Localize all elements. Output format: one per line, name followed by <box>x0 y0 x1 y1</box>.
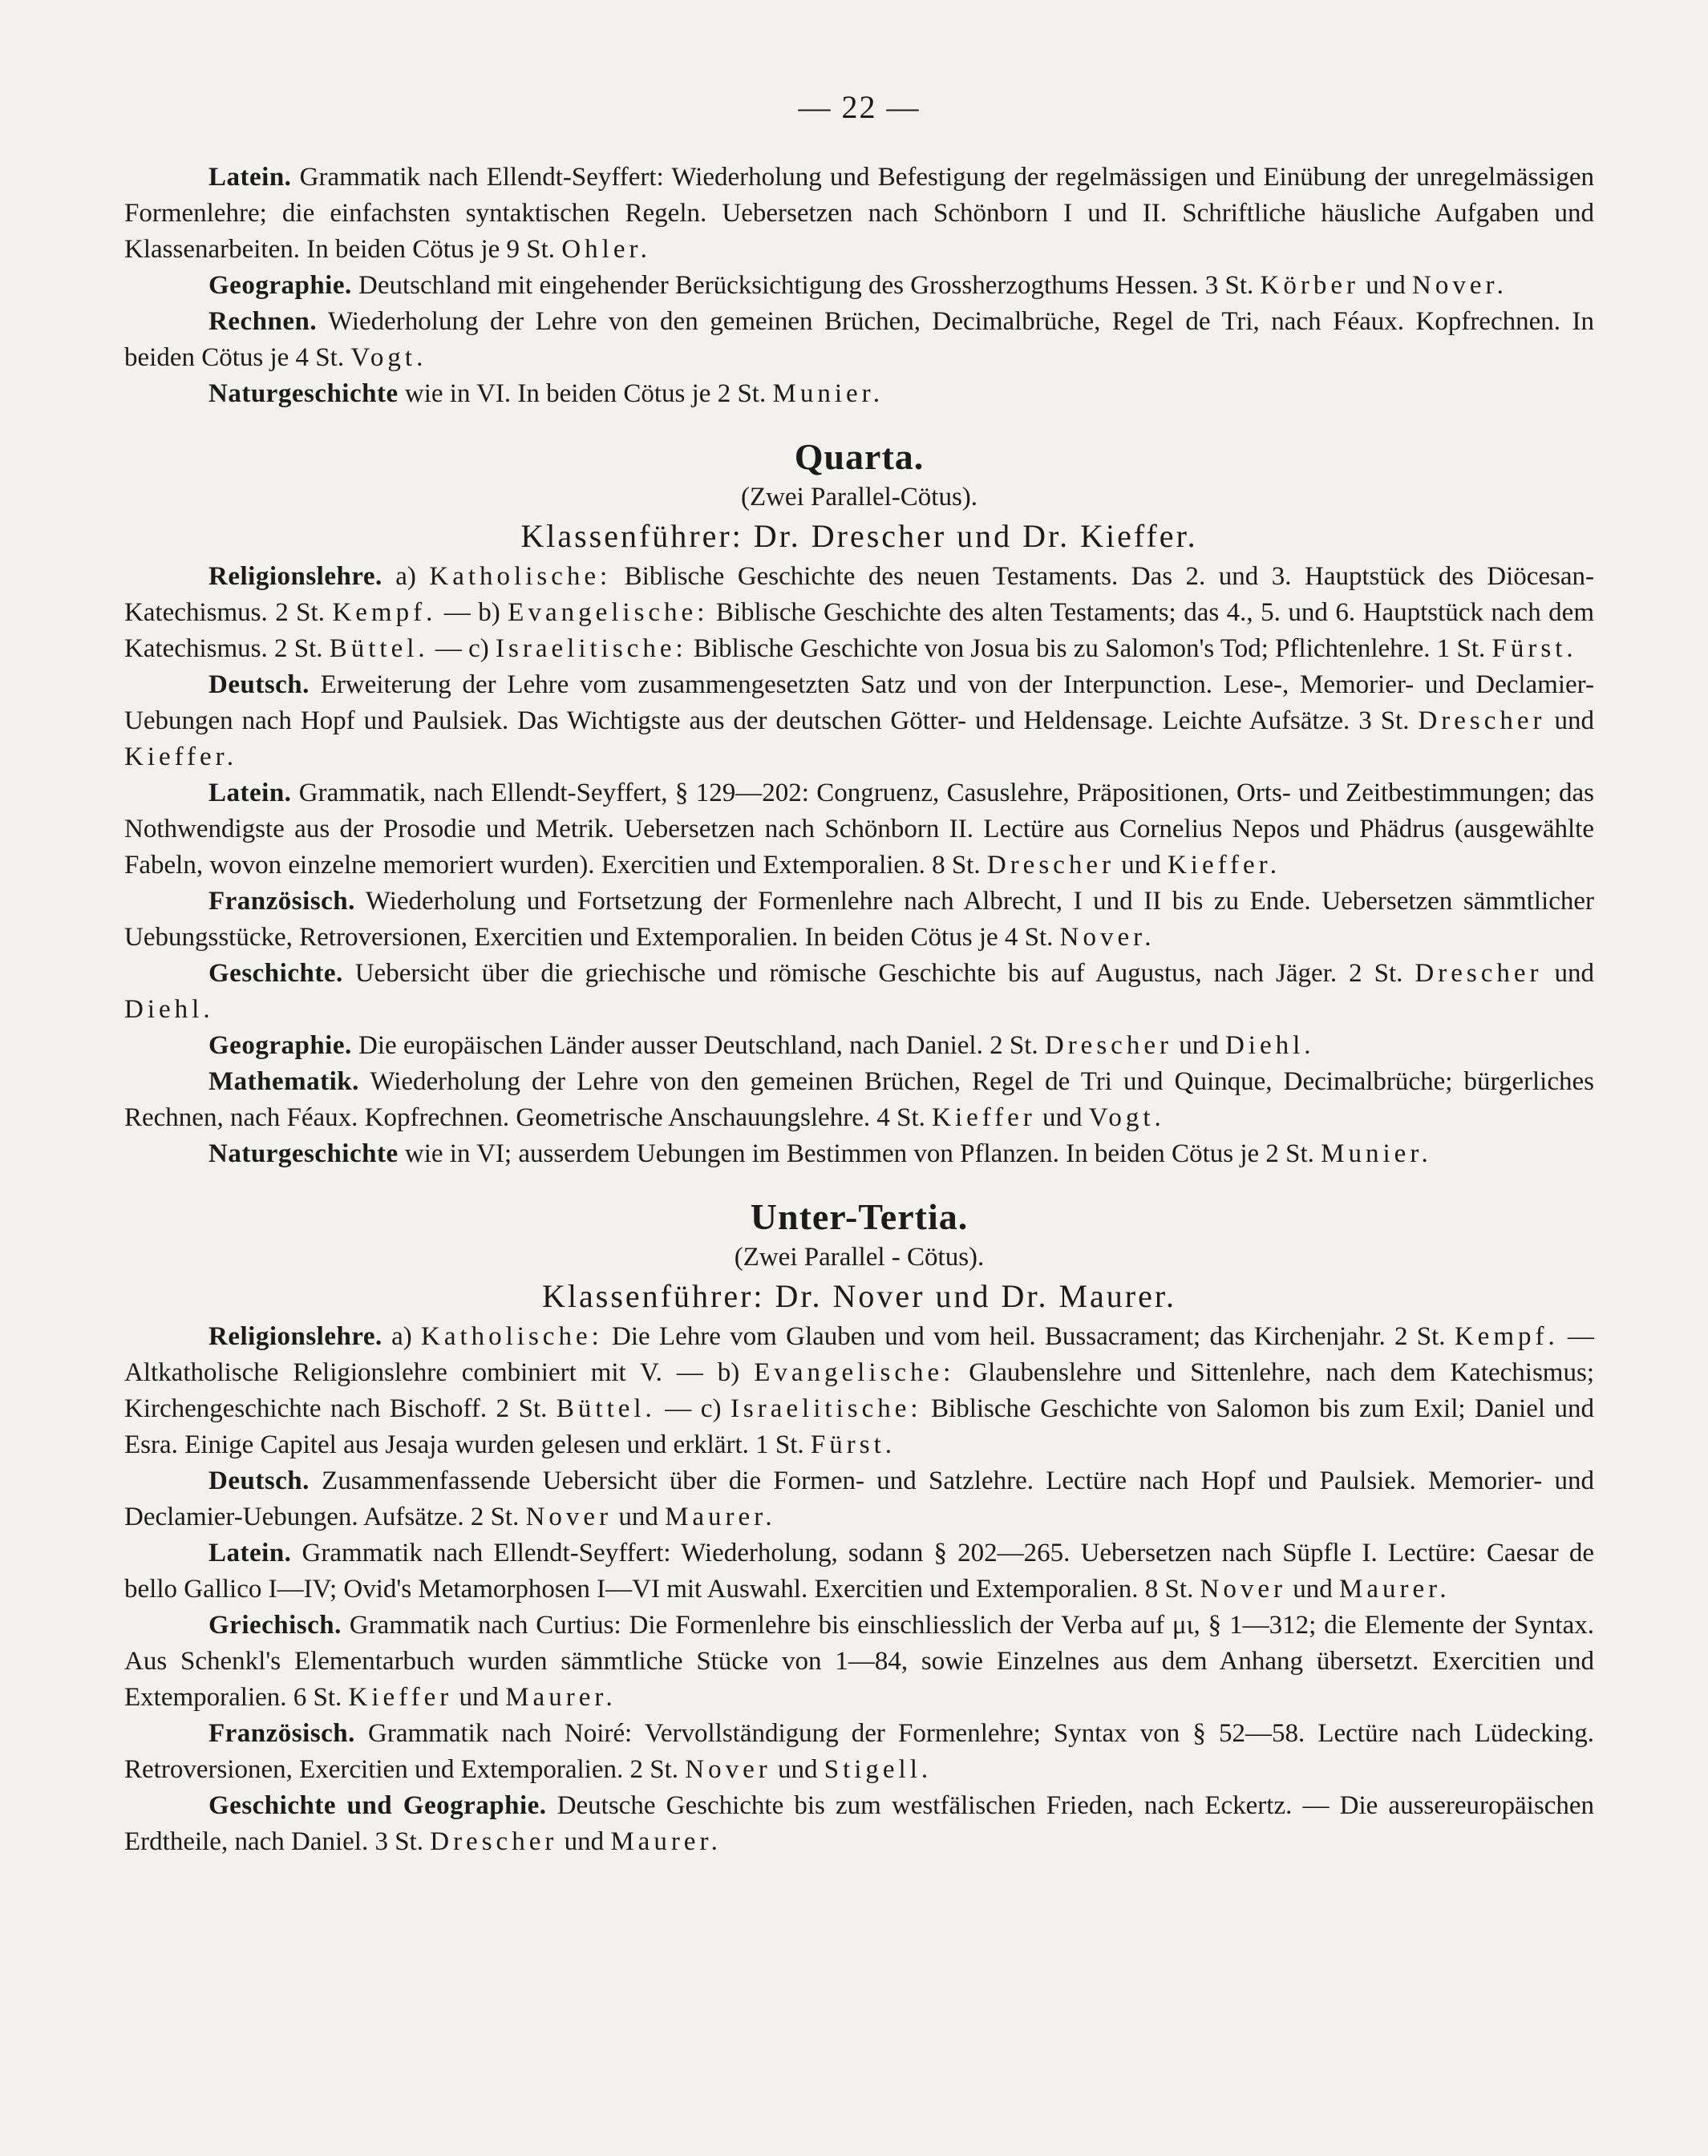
spaced-name: Drescher <box>1044 1031 1172 1060</box>
body-text: und <box>1172 1031 1225 1060</box>
quarta-section <box>124 435 1594 1172</box>
subject-paragraph <box>124 559 1594 667</box>
spaced-name: Drescher <box>1415 959 1543 988</box>
spaced-name: Kieffer. <box>1167 851 1281 880</box>
subject-paragraph <box>124 667 1594 775</box>
body-text: — b) <box>436 598 508 627</box>
spaced-name: Maurer. <box>1339 1575 1451 1604</box>
body-text: Biblische Geschichte des neuen Testaments. Das 2. und 3. Hauptstück des Diöcesan-Katechismus. 2 St. <box>124 562 1595 627</box>
body-text: Die europäischen Länder ausser Deutschland, nach Daniel. 2 St. <box>351 1031 1045 1060</box>
subject-paragraph <box>124 304 1594 376</box>
spaced-name: Ohler. <box>561 235 651 264</box>
spaced-name: Nover <box>1200 1575 1287 1604</box>
spaced-name: Nover <box>525 1503 613 1531</box>
body-text: Zusammenfassende Uebersicht über die Formen- und Satzlehre. Lectüre nach Hopf und Paulsiek. Memorier- und Declamier-Uebungen. Aufsätze. 2 St. <box>124 1466 1594 1531</box>
spaced-name: Diehl. <box>1224 1031 1315 1060</box>
spaced-name: Vogt. <box>1088 1103 1165 1132</box>
body-text: Wiederholung der Lehre von den gemeinen Brüchen, Decimalbrüche, Regel de Tri, nach Féaux. Kopfrechnen. In beiden Cötus je 4 St. <box>124 307 1594 372</box>
spaced-name: Munier. <box>1321 1139 1432 1168</box>
body-text: Deutschland mit eingehender Berücksichtigung des Grossherzogthums Hessen. 3 St. <box>351 271 1261 300</box>
spaced-name: Diehl. <box>124 995 214 1024</box>
section-title-untertertia: Unter-Tertia. <box>750 1196 969 1237</box>
body-text: und <box>452 1683 506 1712</box>
body-text: Die Lehre vom Glauben und vom heil. Bussacrament; das Kirchenjahr. 2 St. <box>602 1322 1455 1351</box>
body-text: Biblische Geschichte von Josua bis zu Salomon's Tod; Pflichtenlehre. 1 St. <box>686 634 1492 663</box>
body-text: und <box>1542 959 1595 988</box>
spaced-name: Maurer. <box>665 1503 776 1531</box>
spaced-name: Evangelische: <box>508 598 709 627</box>
subject-paragraph <box>124 376 1594 412</box>
subject-heading: Rechnen. <box>208 307 318 336</box>
body-text: Wiederholung der Lehre von den gemeinen Brüchen, Regel de Tri und Quinque, Decimalbrüche; bürgerliches Rechnen, nach Féaux. Kopfrechnen. Geometrische Anschauungslehre. 4 St. <box>124 1067 1594 1132</box>
spaced-name: Israelitische: <box>496 634 687 663</box>
body-text: Grammatik nach Ellendt-Seyffert: Wiederholung und Befestigung der regelmässigen und Einübung der unregelmässigen Formenlehre; die einfachsten syntaktischen Regeln. Uebersetzen nach Schönborn I und II. Schriftliche häusliche Aufgaben und Klassenarbeiten. In beiden Cötus je 9 St. <box>124 163 1594 264</box>
section-subtitle-untertertia: (Zwei Parallel - Cötus). <box>734 1243 985 1272</box>
body-text: Grammatik, nach Ellendt-Seyffert, § 129—202: Congruenz, Casuslehre, Präpositionen, Orts- und Zeitbestimmungen; das Nothwendigste aus der Prosodie und Metrik. Uebersetzen nach Schönborn II. Lectüre aus Cornelius Nepos und Phädrus (ausgewählte Fabeln, wovon einzelne memoriert wurden). Exercitien und Extemporalien. 8 St. <box>124 779 1594 880</box>
subject-paragraph <box>124 956 1594 1028</box>
subject-paragraph <box>124 1608 1594 1716</box>
subject-heading: Deutsch. <box>208 670 310 699</box>
subject-paragraph <box>124 268 1594 304</box>
spaced-name: Israelitische: <box>730 1394 922 1423</box>
spaced-name: Munier. <box>772 379 884 408</box>
spaced-name: Büttel. <box>556 1394 656 1423</box>
untertertia-subjects <box>124 1319 1594 1860</box>
body-text: wie in VI. In beiden Cötus je 2 St. <box>398 379 773 408</box>
body-text: a) <box>382 562 430 591</box>
class-leader-quarta: Klassenführer: Dr. Drescher und Dr. Kieffer. <box>520 518 1198 554</box>
subject-paragraph <box>124 884 1594 956</box>
spaced-name: Kieffer <box>932 1103 1036 1132</box>
spaced-name: Vogt. <box>350 343 427 372</box>
subject-heading: Geographie. <box>208 1031 352 1060</box>
body-text: — Altkatholische Religionslehre combiniert mit V. — b) <box>124 1322 1595 1387</box>
body-text: und <box>771 1755 824 1784</box>
spaced-name: Kempf. <box>1454 1322 1559 1351</box>
spaced-name: Kempf. <box>332 598 437 627</box>
spaced-name: Fürst. <box>1491 634 1577 663</box>
spaced-name: Evangelische: <box>754 1358 955 1387</box>
subject-heading: Religionslehre. <box>208 562 382 591</box>
body-text: Glaubenslehre und Sittenlehre, nach dem Katechismus; Kirchengeschichte nach Bischoff. 2 St. <box>124 1358 1594 1423</box>
spaced-name: Katholische: <box>429 562 612 591</box>
untertertia-section <box>124 1195 1594 1860</box>
body-text: Grammatik nach Ellendt-Seyffert: Wiederholung, sodann § 202—265. Uebersetzen nach Süpfle I. Lectüre: Caesar de bello Gallico I—IV; Ovid's Metamorphosen I—VI mit Auswahl. Exercitien und Extemporalien. 8 St. <box>124 1539 1594 1604</box>
body-text: Grammatik nach Noiré: Vervollständigung der Formenlehre; Syntax von § 52—58. Lectüre nach Lüdecking. Retroversionen, Exercitien und Extemporalien. 2 St. <box>124 1719 1594 1784</box>
spaced-name: Maurer. <box>610 1827 722 1856</box>
body-text: Biblische Geschichte des alten Testaments; das 4., 5. und 6. Hauptstück nach dem Katechismus. 2 St. <box>124 598 1594 663</box>
spaced-name: Kieffer. <box>124 742 238 771</box>
body-text: — c) <box>428 634 496 663</box>
subject-heading: Latein. <box>208 1539 292 1567</box>
subject-paragraph <box>124 1064 1594 1136</box>
spaced-name: Drescher <box>430 1827 558 1856</box>
subject-heading: Religionslehre. <box>208 1322 382 1351</box>
body-text: und <box>1545 706 1594 735</box>
body-text: Erweiterung der Lehre vom zusammengesetzten Satz und von der Interpunction. Lese-, Memorier- und Declamier-Uebungen nach Hopf und Paulsiek. Das Wichtigste aus der deutschen Götter- und Heldensage. Leichte Aufsätze. 3 St. <box>124 670 1594 735</box>
subject-paragraph <box>124 1028 1594 1064</box>
spaced-name: Fürst. <box>810 1430 896 1459</box>
body-text: Grammatik nach Curtius: Die Formenlehre bis einschliesslich der Verba auf μι, § 1—312; die Elemente der Syntax. Aus Schenkl's Elementarbuch wurden sämmtliche Stücke von 1—84, sowie Einzelnes aus dem Anhang übersetzt. Exercitien und Extemporalien. 6 St. <box>124 1611 1594 1712</box>
spaced-name: Drescher <box>1418 706 1546 735</box>
subject-heading: Latein. <box>208 779 292 807</box>
spaced-name: Nover <box>685 1755 771 1784</box>
spaced-name: Büttel. <box>329 634 429 663</box>
body-text: und <box>1286 1575 1340 1604</box>
subject-heading: Französisch. <box>208 887 355 916</box>
subject-paragraph <box>124 1136 1594 1172</box>
body-text: — c) <box>655 1394 731 1423</box>
subject-paragraph <box>124 775 1594 884</box>
subject-paragraph <box>124 1319 1594 1463</box>
class-leader-untertertia: Klassenführer: Dr. Nover und Dr. Maurer. <box>542 1278 1176 1314</box>
body-text: Uebersicht über die griechische und römische Geschichte bis auf Augustus, nach Jäger. 2 St. <box>342 959 1415 988</box>
subject-paragraph <box>124 1716 1594 1788</box>
subject-heading: Latein. <box>208 163 292 192</box>
body-text: und <box>1035 1103 1089 1132</box>
body-text: und <box>557 1827 611 1856</box>
spaced-name: Nover. <box>1411 271 1508 300</box>
spaced-name: Drescher <box>986 851 1115 880</box>
body-text: Wiederholung und Fortsetzung der Formenlehre nach Albrecht, I und II bis zu Ende. Uebersetzen sämmtlicher Uebungsstücke, Retroversionen, Exercitien und Extemporalien. In beiden Cötus je 4 St. <box>124 887 1594 952</box>
page-number: — 22 — <box>798 89 921 125</box>
subject-heading: Geschichte. <box>208 959 343 988</box>
subject-heading: Französisch. <box>208 1719 355 1748</box>
quarta-subjects <box>124 559 1594 1172</box>
subject-paragraph <box>124 160 1594 268</box>
body-text: wie in VI; ausserdem Uebungen im Bestimmen von Pflanzen. In beiden Cötus je 2 St. <box>398 1139 1321 1168</box>
intro-section <box>124 160 1594 412</box>
subject-heading: Mathematik. <box>208 1067 359 1096</box>
body-text: Deutsche Geschichte bis zum westfälischen Frieden, nach Eckertz. — Die aussereuropäischen Erdtheile, nach Daniel. 3 St. <box>124 1791 1594 1856</box>
body-text: und <box>1358 271 1412 300</box>
section-subtitle-quarta: (Zwei Parallel-Cötus). <box>740 483 978 512</box>
subject-paragraph <box>124 1788 1594 1860</box>
body-text: und <box>612 1503 666 1531</box>
body-text: Biblische Geschichte von Salomon bis zum Exil; Daniel und Esra. Einige Capitel aus Jesaja wurden gelesen und erklärt. 1 St. <box>124 1394 1595 1459</box>
subject-heading: Naturgeschichte <box>208 1139 399 1168</box>
subject-paragraph <box>124 1535 1594 1608</box>
spaced-name: Nover. <box>1059 923 1156 952</box>
section-title-quarta: Quarta. <box>794 436 925 477</box>
body-text: a) <box>382 1322 421 1351</box>
subject-heading: Geographie. <box>208 271 352 300</box>
spaced-name: Kieffer <box>348 1683 453 1712</box>
subject-heading: Griechisch. <box>208 1611 342 1640</box>
spaced-name: Körber <box>1260 271 1359 300</box>
subject-heading: Deutsch. <box>208 1466 310 1495</box>
subject-heading: Naturgeschichte <box>208 379 399 408</box>
spaced-name: Katholische: <box>420 1322 603 1351</box>
subject-paragraph <box>124 1463 1594 1535</box>
subject-heading: Geschichte und Geographie. <box>208 1791 547 1820</box>
spaced-name: Stigell. <box>824 1755 933 1784</box>
spaced-name: Maurer. <box>505 1683 617 1712</box>
body-text: und <box>1114 851 1168 880</box>
